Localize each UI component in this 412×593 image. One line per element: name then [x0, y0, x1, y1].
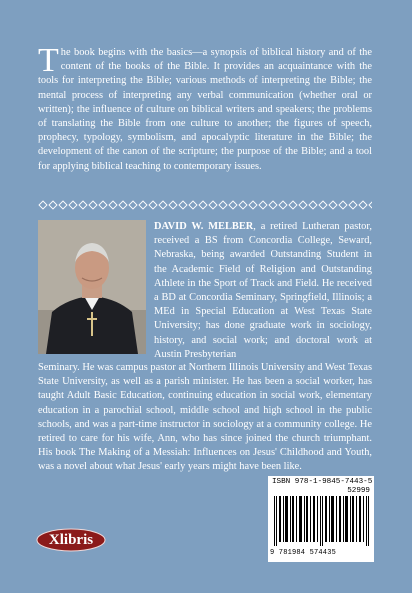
price-code: 52999	[347, 487, 370, 495]
publisher-logo-text: Xlibris	[48, 532, 94, 548]
author-bio-text: , a retired Lutheran pastor, received a BS from Concordia College, Seward, Nebraska, being awarded Outstanding Student in the Academic Field of Religion and Outstanding Athlete in the Sport of Track and Field. He received a BD at Concordia Seminary, Springfield, Illinois; a MEd in Special Education at West Texas State University; has done graduate work in sociology, history, and social work; and doctoral work at Austin Presbyterian	[154, 221, 372, 360]
book-description	[38, 42, 372, 174]
book-description-text: he book begins with the basics—a synopsis of biblical history and of the content of the books of the Bible. It provides an acquaintance with the tools for interpreting the Bible; various methods of interpreting the Bible; the mental process of interpreting any verbal communication (whether oral or written); the influence of culture on biblical writers and speakers; the problems of translating the Bible from one culture to another; the figures of speech, prophecy, typology, symbolism, and apocalyptic literature in the Bible; the development of the canon of the scripture; the purpose of the Bible; and a tool for applying biblical teaching to contemporary issues.	[38, 47, 372, 172]
author-name: DAVID W. MELBER	[154, 221, 254, 232]
drop-cap: T	[38, 42, 59, 79]
ornamental-divider	[38, 200, 372, 210]
isbn-number: ISBN 978-1-9845-7443-5	[272, 478, 373, 486]
author-photo	[38, 220, 146, 354]
barcode-bars	[274, 496, 370, 546]
isbn-barcode	[268, 476, 374, 562]
author-bio	[154, 220, 372, 362]
author-bio-continued: Seminary. He was campus pastor at Northern Illinois University and West Texas State University, as well as a parish minister. He has been a social worker, has taught Adult Basic Education, continuing education in social work, elementary education in a parochial school, middle school and high school in the public schools, and was a part-time instructor in sociology at a community college. He retired to care for his wife, Ann, who has since joined the church triumphant. His book The Making of a Messiah: Influences on Jesus' Childhood and Youth, was a novel about what Jesus' early years might have been like.	[38, 362, 372, 473]
publisher-logo	[36, 528, 106, 552]
ean-digits: 9 781984 574435	[270, 549, 337, 557]
